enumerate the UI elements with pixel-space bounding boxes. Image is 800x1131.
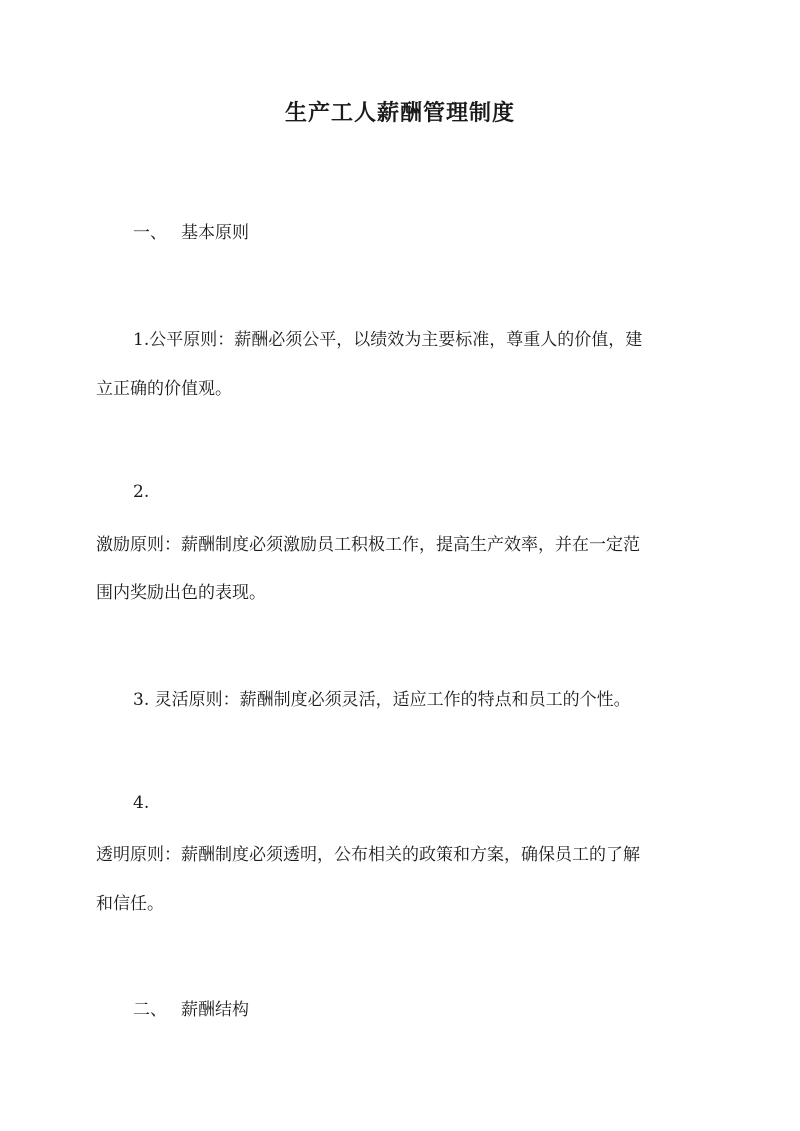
section-heading-1 bbox=[133, 218, 249, 243]
principle-4-number: 4. bbox=[133, 793, 150, 813]
section-number: 二、 bbox=[133, 1000, 167, 1020]
principle-2-line-1: 激励原则：薪酬制度必须激励员工积极工作，提高生产效率，并在一定范 bbox=[96, 535, 640, 555]
section-title: 薪酬结构 bbox=[181, 1000, 249, 1020]
section-title: 基本原则 bbox=[181, 223, 249, 243]
principle-2-number: 2. bbox=[133, 482, 150, 502]
principle-1-line-2: 立正确的价值观。 bbox=[96, 379, 232, 399]
document-title: 生产工人薪酬管理制度 bbox=[284, 100, 515, 126]
principle-1-line-1: 1.公平原则：薪酬必须公平，以绩效为主要标准，尊重人的价值，建 bbox=[133, 330, 643, 350]
principle-4-line-2: 和信任。 bbox=[96, 894, 164, 914]
section-number: 一、 bbox=[133, 223, 167, 243]
principle-3-line-1: 3. 灵活原则：薪酬制度必须灵活，适应工作的特点和员工的个性。 bbox=[133, 690, 631, 710]
principle-4-line-1: 透明原则：薪酬制度必须透明，公布相关的政策和方案，确保员工的了解 bbox=[96, 845, 640, 865]
section-heading-2 bbox=[133, 995, 249, 1020]
principle-2-line-2: 围内奖励出色的表现。 bbox=[96, 583, 266, 603]
